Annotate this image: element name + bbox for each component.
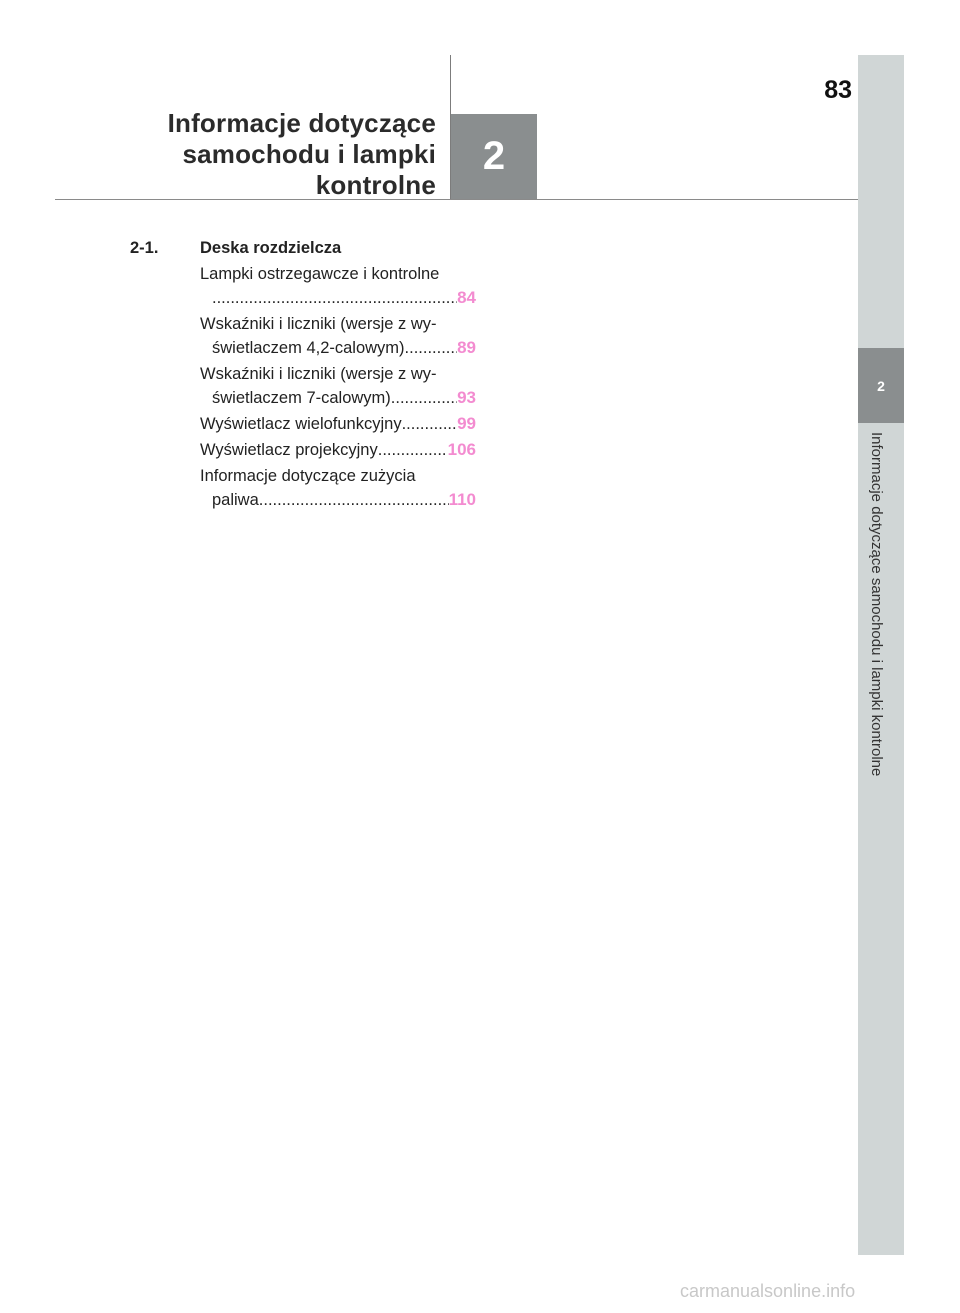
toc-entry[interactable]	[200, 262, 476, 310]
toc-entry-title-continuation: świetlaczem 4,2-calowym)	[212, 339, 405, 357]
toc-entry-leader-line	[200, 412, 476, 436]
side-tab-label: Informacje dotyczące samochodu i lampki kontrolne	[868, 432, 885, 777]
toc-entry-leader-line	[200, 286, 476, 310]
toc-entry-page-link[interactable]: 99	[457, 414, 476, 433]
chapter-title-line-2: samochodu i lampki	[182, 139, 436, 169]
toc-entries	[130, 262, 480, 512]
toc-entry-leader-line	[200, 336, 476, 360]
toc-entry[interactable]	[200, 312, 476, 360]
toc-entry-title-line: Wskaźniki i liczniki (wersje z wy-	[200, 365, 437, 383]
table-of-contents	[130, 236, 480, 514]
toc-entry[interactable]	[200, 362, 476, 410]
dot-leader	[212, 286, 457, 310]
toc-entry[interactable]	[200, 438, 476, 462]
toc-entry-leader-line	[200, 438, 476, 462]
toc-entry-title-continuation: Wyświetlacz projekcyjny	[200, 441, 378, 459]
toc-entry-title-continuation: Wyświetlacz wielofunkcyjny	[200, 415, 402, 433]
dot-leader	[391, 386, 457, 410]
toc-entry-title-continuation: świetlaczem 7-calowym)	[212, 389, 391, 407]
dot-leader	[405, 336, 458, 360]
dot-leader	[378, 438, 448, 462]
toc-entry-page-link[interactable]: 89	[457, 338, 476, 357]
watermark: carmanualsonline.info	[680, 1281, 856, 1301]
chapter-title	[130, 108, 436, 201]
dot-leader	[259, 488, 449, 512]
toc-entry-title-line: Informacje dotyczące zużycia	[200, 467, 416, 485]
toc-entry-page-link[interactable]: 110	[448, 490, 476, 509]
toc-entry[interactable]	[200, 464, 476, 512]
toc-entry-page-link[interactable]: 84	[457, 288, 476, 307]
section-heading	[130, 236, 480, 260]
toc-entry-title-line: Lampki ostrzegawcze i kontrolne	[200, 265, 440, 283]
section-number: 2-1.	[130, 239, 159, 257]
page-number: 83	[824, 76, 852, 104]
toc-entry-page-link[interactable]: 106	[447, 440, 476, 459]
side-tab-chapter-number[interactable]: 2	[858, 348, 904, 423]
toc-entry-leader-line	[200, 488, 476, 512]
section-title: Deska rozdzielcza	[200, 239, 342, 257]
toc-entry-title-continuation: paliwa	[212, 491, 259, 509]
toc-entry-leader-line	[200, 386, 476, 410]
dot-leader	[402, 412, 458, 436]
chapter-title-line-3: kontrolne	[315, 170, 436, 200]
toc-entry[interactable]	[200, 412, 476, 436]
chapter-title-line-1: Informacje dotyczące	[167, 108, 436, 138]
toc-entry-title-line: Wskaźniki i liczniki (wersje z wy-	[200, 315, 437, 333]
toc-entry-page-link[interactable]: 93	[457, 388, 476, 407]
chapter-number-box: 2	[451, 114, 537, 199]
